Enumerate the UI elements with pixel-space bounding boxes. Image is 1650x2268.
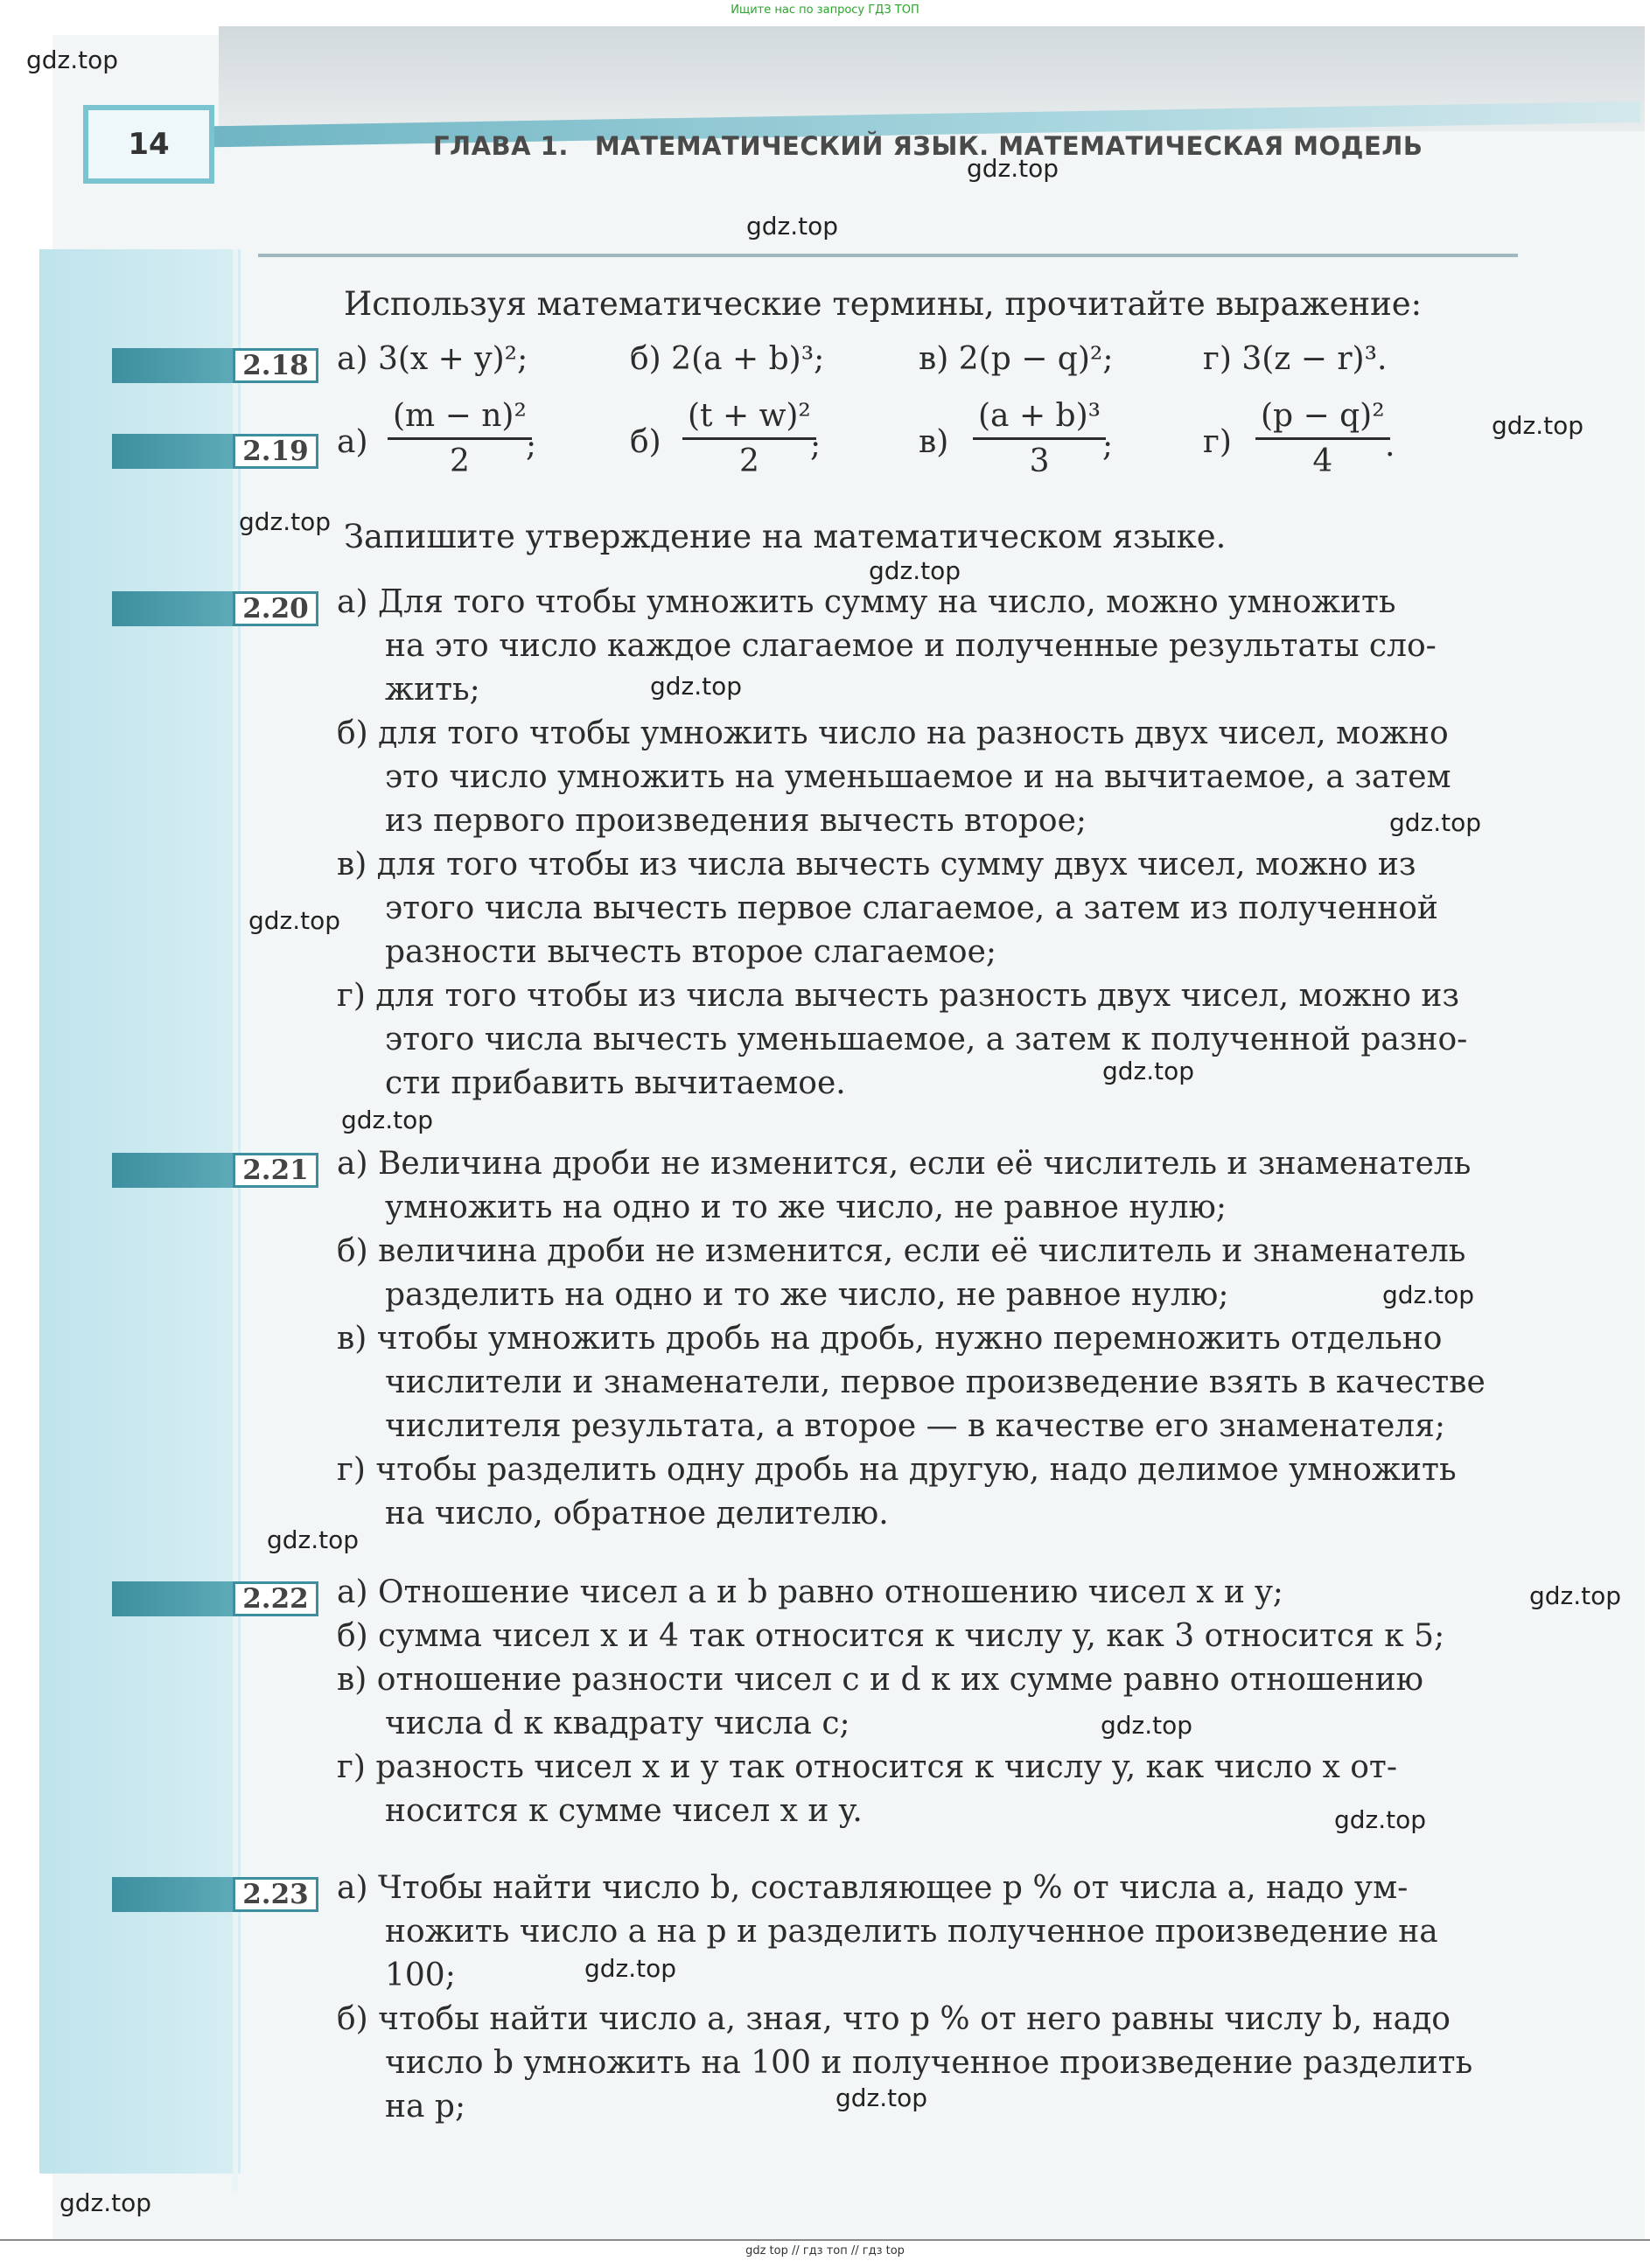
item-label: г) [1203,424,1232,460]
ex218-item-a: а) 3(x + y)²; [337,341,528,377]
fraction-bar [973,437,1106,440]
ex219-item-c [919,398,1181,494]
item-label: б) [630,424,661,460]
text-line: это число умножить на уменьшаемое и на вычитаемое, а затем [385,759,1451,795]
denominator: 2 [450,443,470,479]
page-number: 14 [83,105,214,184]
numerator: (a + b)³ [978,398,1101,434]
denominator: 4 [1312,443,1333,479]
watermark: gdz.top [59,2188,152,2217]
fraction-bar [682,437,816,440]
watermark: gdz.top [1382,1281,1475,1309]
tag-bar [112,348,234,383]
ex219-item-b [630,398,892,494]
instruction-read: Используя математические термины, прочитайте выражение: [344,285,1423,323]
text-line: г) чтобы разделить одну дробь на другую, надо делимое умножить [337,1452,1457,1488]
text-line: б) величина дроби не изменится, если её числитель и знаменатель [337,1233,1466,1269]
chapter-title [433,131,1423,161]
text-line: разделить на одно и то же число, не равное нулю; [385,1277,1229,1313]
fraction-bar [388,437,532,440]
tag-bar [112,434,234,469]
text-line: 100; [385,1957,456,1993]
text-line: а) Чтобы найти число b, составляющее p % от числа a, надо ум- [337,1870,1409,1906]
watermark: gdz.top [746,212,839,241]
tag-bar [112,1153,234,1188]
text-line: б) сумма чисел x и 4 так относится к числу y, как 3 относится к 5; [337,1618,1445,1654]
bottom-rule [0,2239,1650,2241]
text-line: из первого произведения вычесть второе; [385,803,1087,839]
text-line: жить; [385,672,480,708]
watermark: gdz.top [341,1106,434,1134]
watermark: gdz.top [1101,1711,1193,1740]
instruction-write: Запишите утверждение на математическом языке. [344,518,1227,555]
watermark: gdz.top [1102,1057,1195,1085]
watermark: gdz.top [1389,808,1482,837]
tag-bar [112,1877,234,1912]
denominator: 3 [1029,443,1050,479]
text-line: этого числа вычесть первое слагаемое, а затем из полученной [385,890,1438,926]
numerator: (t + w)² [688,398,811,434]
punct: ; [810,428,822,464]
text-line: в) отношение разности чисел c и d к их сумме равно отношению [337,1662,1423,1698]
text-line: г) для того чтобы из числа вычесть разность двух чисел, можно из [337,978,1460,1014]
ex218-item-c: в) 2(p − q)²; [919,341,1114,377]
tag-bar [112,591,234,626]
watermark: gdz.top [835,2083,928,2112]
watermark: gdz.top [650,672,743,701]
denominator: 2 [738,443,759,479]
watermark: gdz.top [26,45,119,74]
text-line: на это число каждое слагаемое и полученные результаты сло- [385,628,1437,664]
top-note: Ищите нас по запросу ГДЗ ТОП [731,3,919,17]
text-line: этого числа вычесть уменьшаемое, а затем к полученной разно- [385,1022,1468,1057]
text-line: ножить число a на p и разделить полученное произведение на [385,1914,1438,1950]
watermark: gdz.top [1492,411,1584,440]
watermark: gdz.top [1334,1805,1427,1834]
text-line: на p; [385,2089,466,2125]
exercise-number: 2.19 [233,434,318,469]
header-rule [258,254,1518,257]
exercise-number: 2.20 [233,591,318,626]
watermark: gdz.top [584,1954,677,1983]
text-line: умножить на одно и то же число, не равное нулю; [385,1190,1227,1225]
exercise-number: 2.23 [233,1877,318,1912]
bottom-note: gdz top // гдз топ // гдз top [745,2244,905,2258]
watermark: gdz.top [1529,1581,1622,1610]
item-label: в) [919,424,949,460]
text-line: сти прибавить вычитаемое. [385,1065,846,1101]
item-label: а) [337,424,368,460]
watermark: gdz.top [248,906,341,935]
tag-bar [112,1581,234,1616]
text-line: а) Отношение чисел a и b равно отношению чисел x и y; [337,1574,1283,1610]
text-line: числа d к квадрату числа c; [385,1706,850,1741]
text-line: а) Для того чтобы умножить сумму на число, можно умножить [337,584,1396,620]
exercise-2-19-items [337,398,1500,494]
text-line: разности вычесть второе слагаемое; [385,934,997,970]
watermark: gdz.top [869,556,961,585]
text-line: носится к сумме чисел x и y. [385,1793,863,1829]
text-line: а) Величина дроби не изменится, если её числитель и знаменатель [337,1146,1472,1182]
ex218-item-d: г) 3(z − r)³. [1203,341,1388,377]
numerator: (m − n)² [393,398,527,434]
text-line: числителя результата, а второе — в качестве его знаменателя; [385,1408,1445,1444]
exercise-number: 2.22 [233,1581,318,1616]
text-line: г) разность чисел x и y так относится к числу y, как число x от- [337,1749,1397,1785]
text-line: число b умножить на 100 и полученное произведение разделить [385,2045,1473,2081]
ex219-item-d [1203,398,1483,494]
watermark: gdz.top [967,154,1059,183]
punct: . [1385,428,1395,464]
punct: ; [1102,428,1114,464]
text-line: на число, обратное делителю. [385,1496,889,1532]
text-line: б) чтобы найти число a, зная, что p % от него равны числу b, надо [337,2001,1451,2037]
watermark: gdz.top [239,507,332,536]
ex219-item-a [337,398,599,494]
punct: ; [526,428,537,464]
text-line: числители и знаменатели, первое произведение взять в качестве [385,1364,1486,1400]
fraction [973,398,1106,479]
text-line: в) чтобы умножить дробь на дробь, нужно перемножить отдельно [337,1321,1443,1357]
exercise-number: 2.21 [233,1153,318,1188]
fraction [1255,398,1390,479]
fraction-bar [1255,437,1390,440]
fraction [682,398,816,479]
chapter-name: МАТЕМАТИЧЕСКИЙ ЯЗЫК. МАТЕМАТИЧЕСКАЯ МОДЕЛЬ [594,131,1423,161]
chapter-label: ГЛАВА 1. [433,131,569,161]
text-line: б) для того чтобы умножить число на разность двух чисел, можно [337,715,1449,751]
watermark: gdz.top [267,1525,360,1554]
numerator: (p − q)² [1261,398,1385,434]
ex218-item-b: б) 2(a + b)³; [630,341,825,377]
exercise-number: 2.18 [233,348,318,383]
text-line: в) для того чтобы из числа вычесть сумму двух чисел, можно из [337,847,1416,883]
fraction [388,398,532,479]
